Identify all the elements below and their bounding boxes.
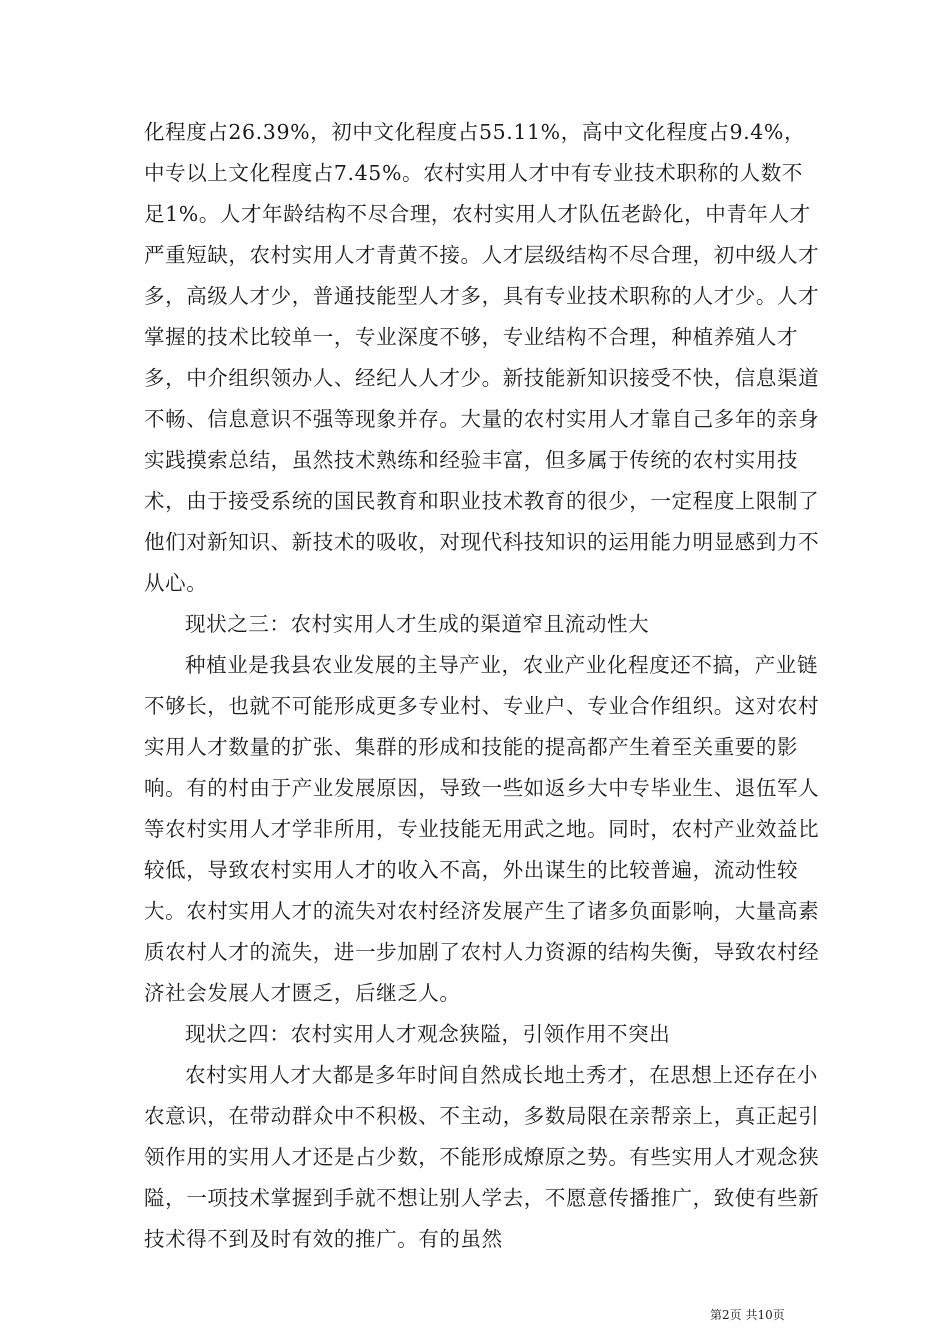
page-number-footer [710, 1306, 810, 1323]
paragraph-education-structure: 化程度占26.39%，初中文化程度占55.11%，高中文化程度占9.4%，中专以上文化程度占7.45%。农村实用人才中有专业技术职称的人数不足1%。人才年龄结构不尽合理，农村实用人才队伍老龄化，中青年人才严重短缺，农村实用人才青黄不接。人才层级结构不尽合理，初中级人才多，高级人才少，普通技能型人才多，具有专业技术职称的人才少。人才掌握的技术比较单一，专业深度不够，专业结构不合理，种植养殖人才多，中介组织领办人、经纪人人才少。新技能新知识接受不快，信息渠道不畅、信息意识不强等现象并存。大量的农村实用人才靠自己多年的亲身实践摸索总结，虽然技术熟练和经验丰富，但多属于传统的农村实用技术，由于接受系统的国民教育和职业技术教育的很少，一定程度上限制了他们对新知识、新技术的吸收，对现代科技知识的运用能力明显感到力不从心。 [144, 120, 820, 595]
footer-suffix: 页 [772, 1308, 785, 1322]
section-heading-status-three: 现状之三：农村实用人才生成的渠道窄且流动性大 [185, 612, 650, 636]
document-body [144, 112, 824, 1260]
footer-prefix: 第 [710, 1308, 723, 1322]
section-heading-status-four: 现状之四：农村实用人才观念狭隘，引领作用不突出 [185, 1022, 671, 1046]
paragraph-talent-mindset: 农村实用人才大都是多年时间自然成长地土秀才，在思想上还存在小农意识，在带动群众中不积极、不主动，多数局限在亲帮亲上，真正起引领作用的实用人才还是占少数，不能形成燎原之势。有些实用人才观念狭隘，一项技术掌握到手就不想让别人学去，不愿意传播推广，致使有些新技术得不到及时有效的推广。有的虽然 [144, 1063, 820, 1251]
footer-current-page: 2 [722, 1308, 730, 1322]
paragraph-talent-channels: 种植业是我县农业发展的主导产业，农业产业化程度还不搞，产业链不够长，也就不可能形成更多专业村、专业户、专业合作组织。这对农村实用人才数量的扩张、集群的形成和技能的提高都产生着至关重要的影响。有的村由于产业发展原因，导致一些如返乡大中专毕业生、退伍军人等农村实用人才学非所用，专业技能无用武之地。同时，农村产业效益比较低，导致农村实用人才的收入不高，外出谋生的比较普遍，流动性较大。农村实用人才的流失对农村经济发展产生了诸多负面影响，大量高素质农村人才的流失，进一步加剧了农村人力资源的结构失衡，导致农村经济社会发展人才匮乏，后继乏人。 [144, 653, 820, 1005]
footer-middle: 页 共 [729, 1308, 758, 1322]
footer-total-pages: 10 [757, 1308, 773, 1322]
